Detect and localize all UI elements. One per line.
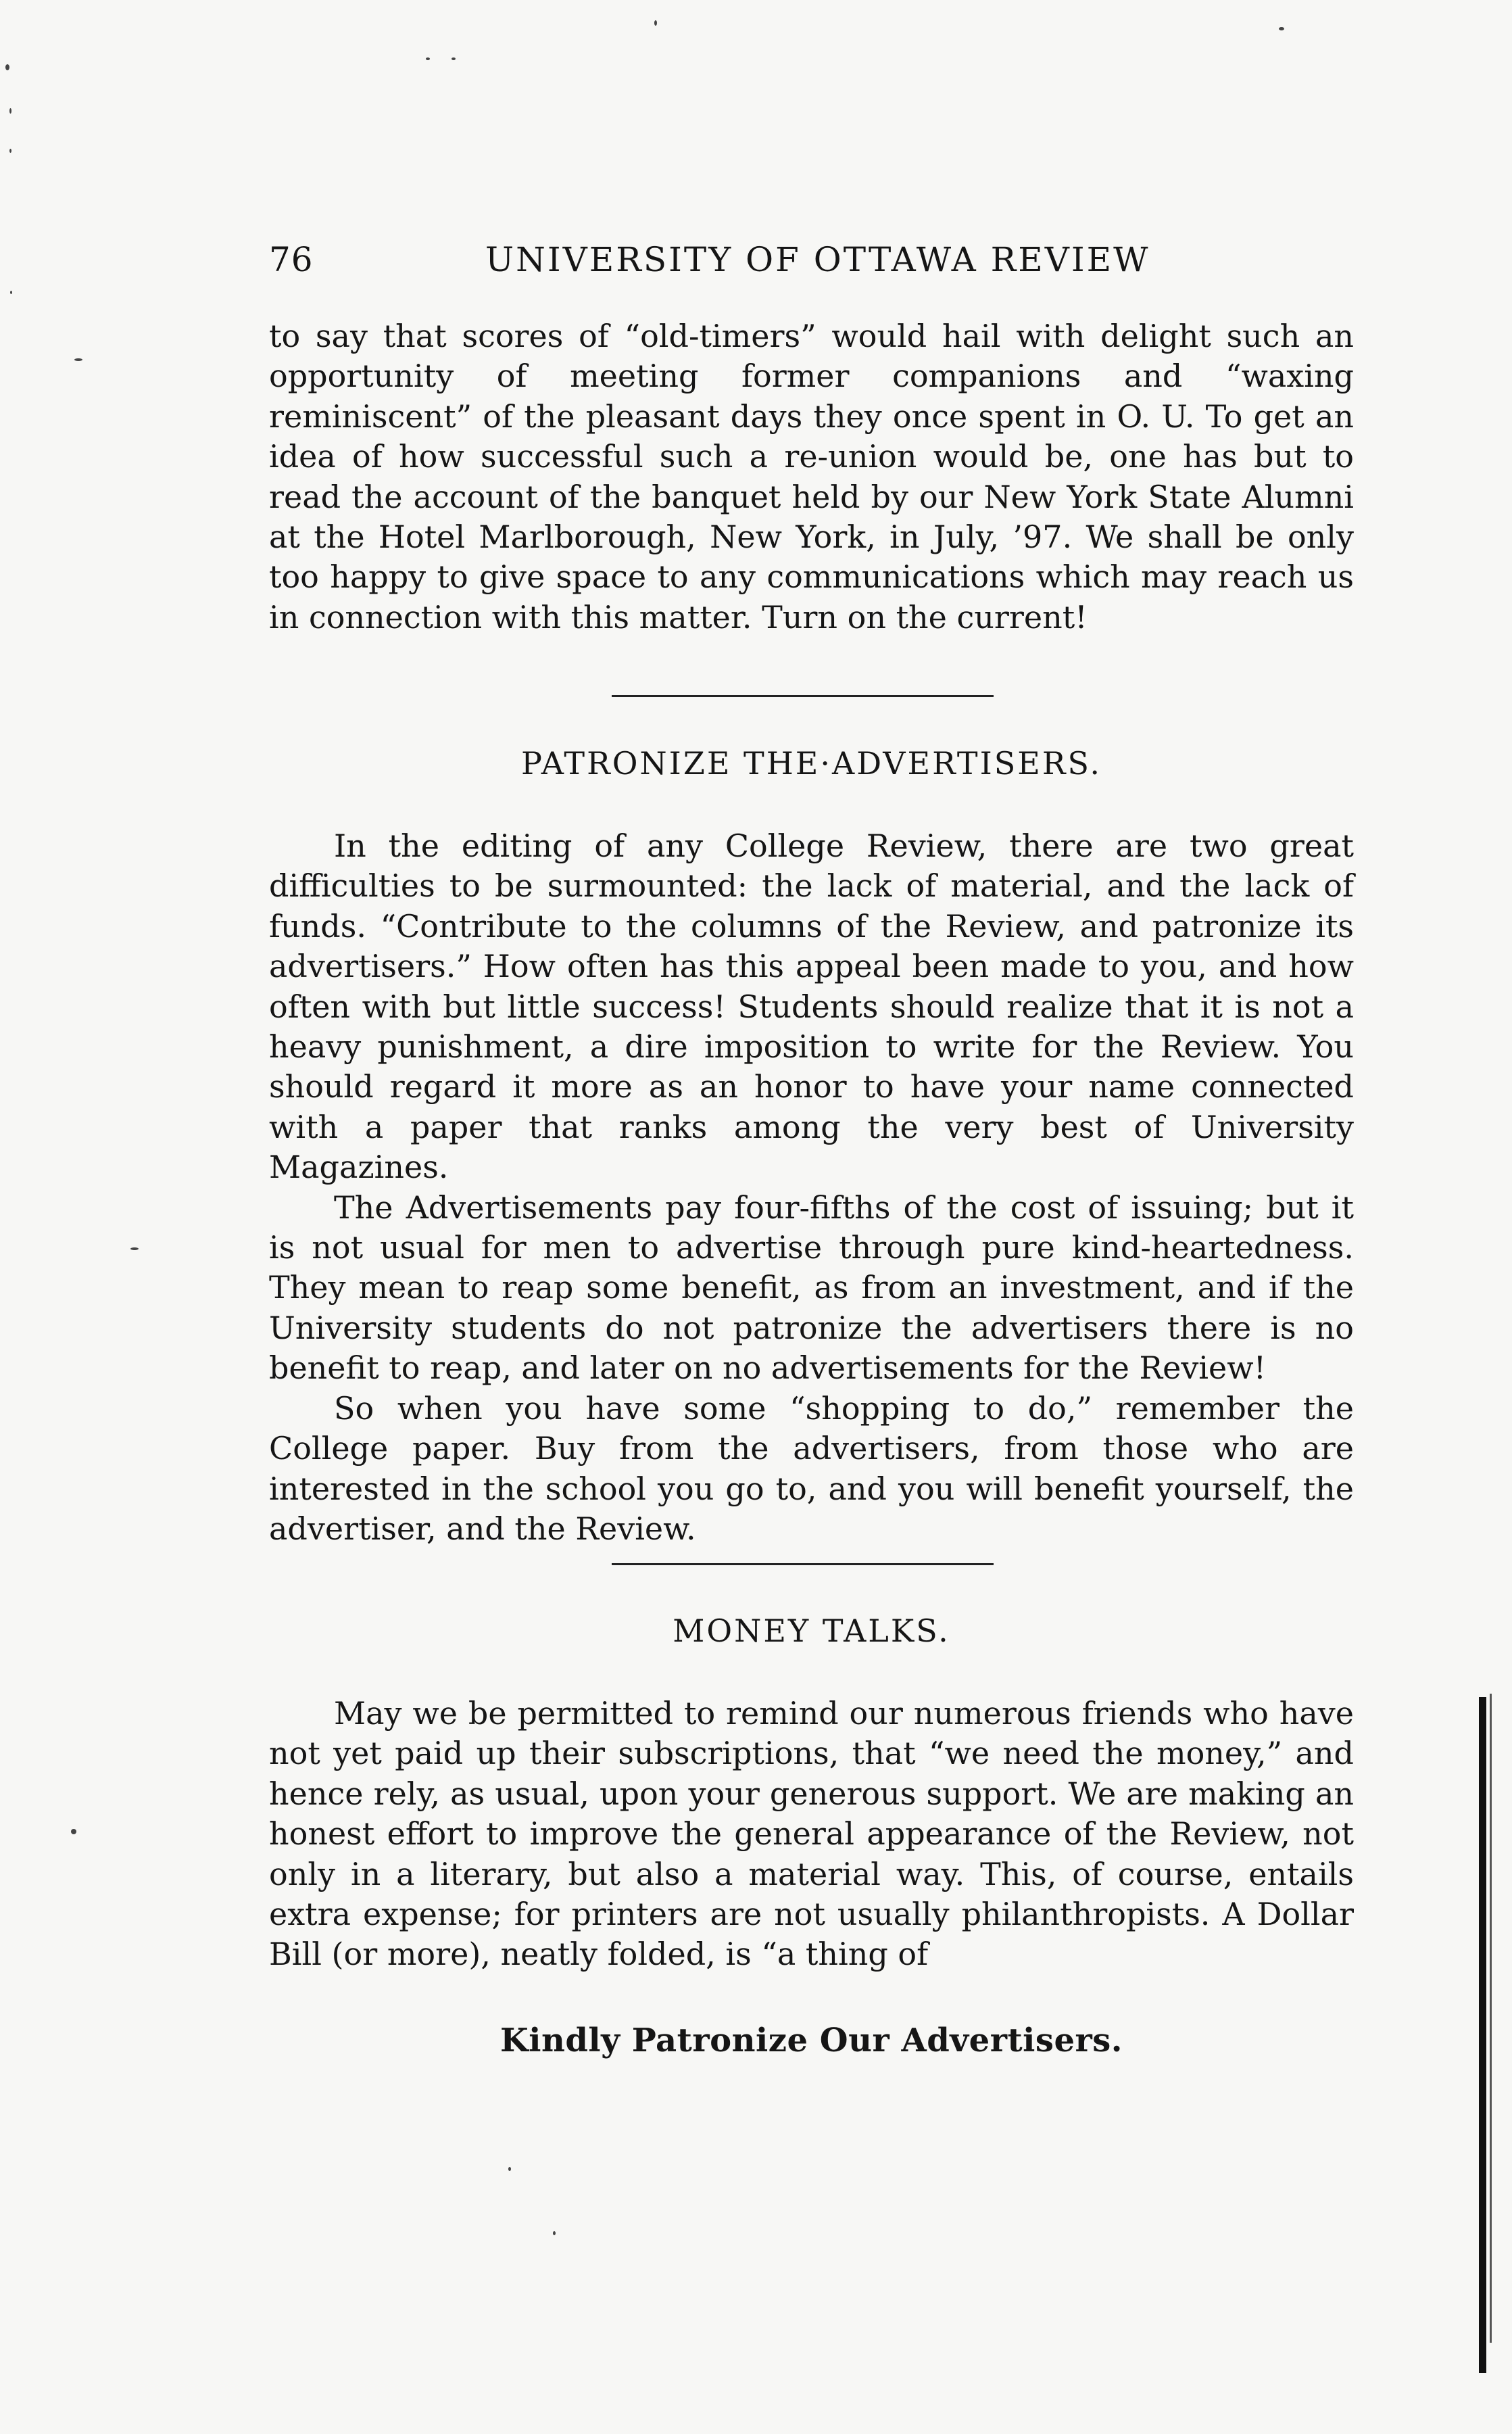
scan-speck [452,57,456,60]
scan-speck [654,20,657,26]
continuation-paragraph: to say that scores of “old-timers” would hail with delight such an opportunity of meeting former companions and “waxing reminiscent” of the pleasant days they once spent in O. U. To get an idea of how successful such a re-union would be, one has but to read the account of the banquet held by our New York State Alumni at the Hotel Marlborough, New York, in July, ’97. We shall be only too happy to give space to any communications which may reach us in connection with this matter. Turn on the current! [269,318,1354,636]
scan-speck [426,57,430,60]
scan-speck [71,1829,76,1834]
footer-note: Kindly Patronize Our Advertisers. [500,2022,1123,2059]
scan-speck [10,291,12,294]
section-divider [612,695,994,697]
paragraph: So when you have some “shopping to do,” remember the College paper. Buy from the advertisers, from those who are interested in the school you go to, and you will benefit yourself, the advertiser, and the Review. [269,1389,1354,1547]
paragraph: May we be permitted to remind our numerous friends who have not yet paid up their subscriptions, that “we need the money,” and hence rely, as usual, upon your generous support. We are making an honest effort to improve the general appearance of the Review, not only in a literary, but also a material way. This, of course, entails extra expense; for printers are not usually philanthropists. A Dollar Bill (or more), neatly folded, is “a thing of [269,1695,1354,1973]
scan-speck [9,149,11,153]
scan-speck [74,358,82,361]
paragraph: The Advertisements pay four-fifths of the cost of issuing; but it is not usual for men to advertise through pure kind-heartedness. They mean to reap some benefit, as from an investment, and if the University students do not patronize the advertisers there is no benefit to reap, and later on no advertisements for the Review! [269,1189,1354,1387]
section-body-patronize [269,826,1354,1547]
page-number: 76 [269,240,314,279]
binding-edge [1479,1697,1486,2373]
scan-speck [9,108,11,114]
scan-speck [508,2167,511,2171]
running-title: UNIVERSITY OF OTTAWA REVIEW [485,240,1150,279]
section-heading-money: MONEY TALKS. [673,1613,950,1649]
scan-speck [5,64,9,70]
binding-edge-line [1490,1694,1492,2343]
section-heading-patronize: PATRONIZE THE·ADVERTISERS. [520,745,1102,782]
scan-speck [553,2231,556,2235]
page-header [269,240,1354,287]
section-body-money [269,1694,1354,1991]
scan-speck [130,1247,139,1250]
scan-speck [1279,27,1284,30]
paragraph: In the editing of any College Review, there are two great difficulties to be surmounted: the lack of material, and the lack of funds. “Contribute to the columns of the Review, and patronize its advertisers.” How often has this appeal been made to you, and how often with but little success! Students should realize that it is not a heavy punishment, a dire imposition to write for the Review. You should regard it more as an honor to have your name connected with a paper that ranks among the very best of University Magazines. [269,828,1354,1186]
section-divider [612,1563,994,1565]
